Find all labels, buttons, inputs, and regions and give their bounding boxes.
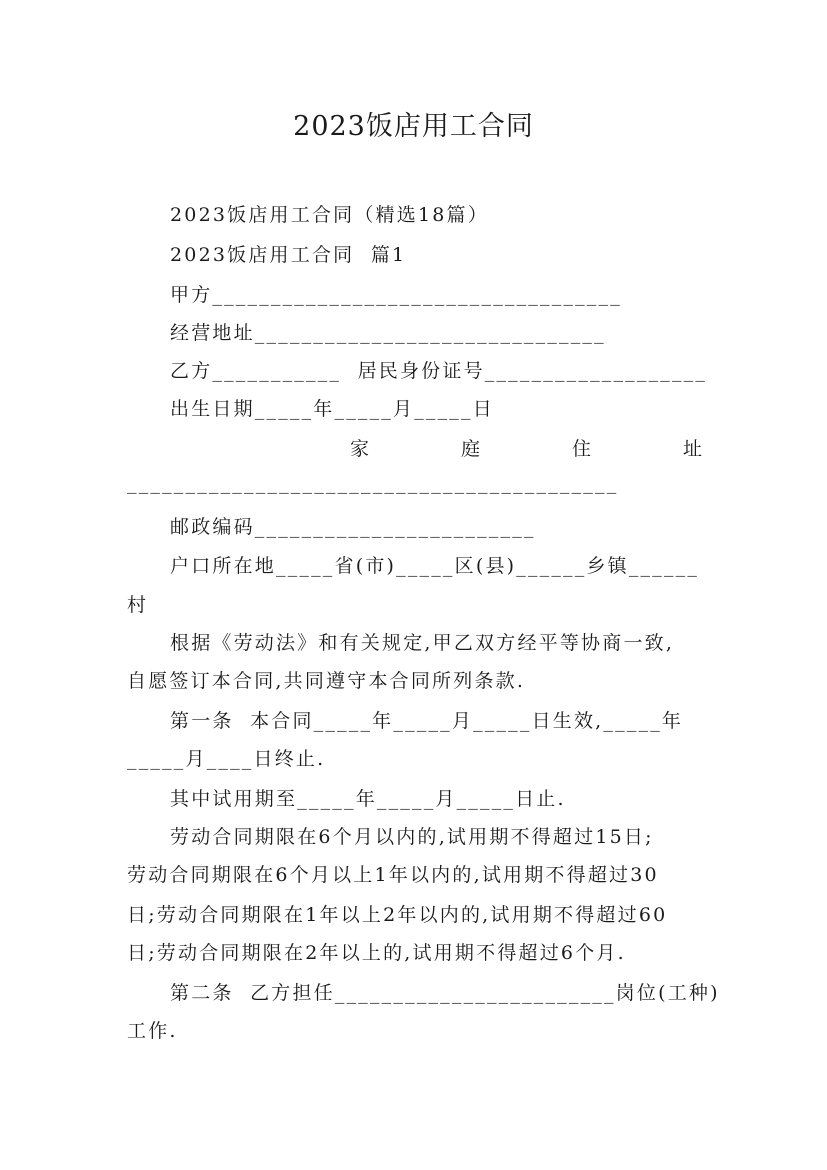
probation-rule-3: 日;劳动合同期限在1年以上2年以内的,试用期不得超过60 bbox=[127, 904, 668, 926]
paragraph-basis-cont: 自愿签订本合同,共同遵守本合同所列条款. bbox=[127, 670, 526, 692]
home-address-blank: __________________________________________ bbox=[127, 472, 619, 494]
address-char: 址 bbox=[682, 438, 702, 460]
postal-code-line: 邮政编码________________________ bbox=[170, 516, 536, 538]
home-address-label bbox=[350, 434, 702, 461]
article-one-cont: _____月____日终止. bbox=[127, 748, 326, 770]
probation-rule-1: 劳动合同期限在6个月以内的,试用期不得超过15日; bbox=[170, 826, 654, 848]
article-two: 第二条 乙方担任________________________岗位(工种) bbox=[170, 982, 720, 1004]
address-char: 家 bbox=[350, 438, 370, 460]
probation-rule-2: 劳动合同期限在6个月以上1年以内的,试用期不得超过30 bbox=[127, 864, 659, 886]
subtitle: 2023饭店用工合同（精选18篇） bbox=[170, 204, 489, 226]
party-a-line: 甲方___________________________________ bbox=[170, 284, 622, 306]
probation-rule-4: 日;劳动合同期限在2年以上的,试用期不得超过6个月. bbox=[127, 942, 626, 964]
birth-date-line: 出生日期_____年_____月_____日 bbox=[170, 398, 494, 420]
article-one: 第一条 本合同_____年_____月_____日生效,_____年 bbox=[170, 710, 684, 732]
article-two-cont: 工作. bbox=[127, 1020, 178, 1042]
business-address-line: 经营地址______________________________ bbox=[170, 322, 606, 344]
section-heading: 2023饭店用工合同 篇1 bbox=[170, 244, 407, 266]
household-registration-line: 户口所在地_____省(市)_____区(县)______乡镇______ bbox=[170, 555, 700, 577]
address-char: 住 bbox=[571, 438, 591, 460]
party-b-id-line: 乙方___________ 居民身份证号___________________ bbox=[170, 360, 708, 382]
probation-period-line: 其中试用期至_____年_____月_____日止. bbox=[170, 788, 566, 810]
address-char: 庭 bbox=[460, 438, 480, 460]
document-title: 2023饭店用工合同 bbox=[293, 111, 534, 142]
paragraph-basis: 根据《劳动法》和有关规定,甲乙双方经平等协商一致, bbox=[170, 632, 675, 654]
household-registration-cont: 村 bbox=[127, 594, 149, 616]
